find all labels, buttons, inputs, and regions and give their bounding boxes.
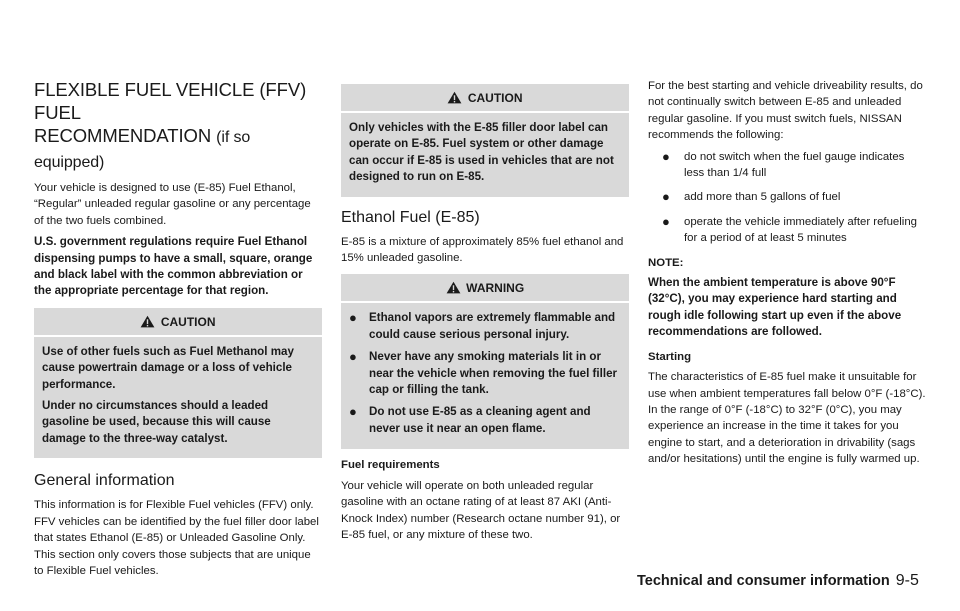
page-footer: [637, 572, 919, 590]
list-item: ● operate the vehicle immediately after refueling for a period of at least 5 minutes: [662, 213, 918, 245]
bullet-icon: ●: [662, 213, 670, 229]
fuel-requirements-heading: Fuel requirements: [341, 459, 440, 472]
footer-section-title: Technical and consumer information: [637, 573, 890, 589]
bullet-icon: ●: [349, 349, 357, 365]
general-info-heading: General information: [34, 472, 175, 490]
divider: [34, 335, 322, 337]
warning-triangle-icon: [446, 281, 466, 295]
warning-heading: WARNING: [349, 274, 621, 301]
list-item: ● add more than 5 gallons of fuel: [662, 189, 841, 205]
us-requirement: U.S. government regulations require Fuel Ethanol dispensing pumps to have a small, square, orange and black label with the common abbreviation or the appropriate percentage for that region.: [34, 235, 313, 298]
ffv-intro: Your vehicle is designed to use (E-85) Fuel Ethanol, “Regular” unleaded regular gasoline or any percentage of the two fuels combined.: [34, 182, 311, 227]
warning-box: [341, 274, 629, 449]
ethanol-text: E-85 is a mixture of approximately 85% fuel ethanol and 15% unleaded gasoline.: [341, 235, 624, 265]
warning-triangle-icon: [140, 315, 160, 329]
warning-list: [349, 310, 621, 437]
column-1: [34, 78, 322, 584]
fuel-requirements-text: Your vehicle will operate on both unleaded regular gasoline with an octane rating of at least 87 AKI (Anti-Knock Index) number (Research octane number 91), or E-85 fuel, or any mixture of these two.: [341, 479, 621, 541]
bullet-icon: ●: [662, 148, 670, 164]
divider: [341, 301, 629, 303]
caution-heading: CAUTION: [42, 308, 314, 335]
caution-text: Use of other fuels such as Fuel Methanol may cause powertrain damage or a loss of vehicle performance.: [42, 344, 294, 391]
list-item: ● Never have any smoking materials lit in or near the vehicle when removing the fuel filler cap or filling the tank.: [349, 349, 618, 397]
title-line-1: FLEXIBLE FUEL VEHICLE (FFV) FUEL: [34, 79, 307, 123]
bullet-icon: ●: [662, 189, 670, 205]
column-2: [341, 84, 629, 548]
ethanol-heading: Ethanol Fuel (E-85): [341, 208, 480, 226]
starting-text: The characteristics of E-85 fuel make it unsuitable for use when ambient temperatures fall below 0°F (-18°C). In the range of 0°F (-18°C) to 32°F (0°C), you may experience an increase in the time it takes for you engine to start, and a deterioration in drivability (sags and/or hesitations) until the engine is fully warmed up.: [648, 371, 926, 466]
caution-text: Only vehicles with the E-85 filler door label can operate on E-85. Fuel system or other damage can occur if E-85 is used in vehicles that are not designed to run on E-85.: [349, 121, 614, 184]
recommendation-list: [648, 149, 926, 247]
list-item: ● Do not use E-85 as a cleaning agent and never use it near an open flame.: [349, 404, 591, 435]
warning-triangle-icon: [447, 91, 467, 105]
caution-heading: CAUTION: [349, 84, 621, 111]
page-number: 9-5: [895, 572, 919, 589]
startability-text: For the best starting and vehicle driveability results, do not continually switch between E-85 and unleaded regular gasoline. If you must switch fuels, NISSAN recommends the following:: [648, 80, 923, 142]
bullet-icon: ●: [349, 310, 357, 326]
column-3: [648, 78, 926, 473]
list-item: ● Ethanol vapors are extremely flammable and could cause serious personal injury.: [349, 310, 616, 341]
bullet-icon: ●: [349, 404, 357, 420]
divider: [341, 111, 629, 113]
caution-box-1: [34, 308, 322, 458]
note-text: When the ambient temperature is above 90°F (32°C), you may experience hard starting and rough idle following start up even if the above recommendations are followed.: [648, 276, 902, 339]
starting-heading: Starting: [648, 350, 692, 363]
caution-box-2: [341, 84, 629, 197]
title-suffix: (if so equipped): [34, 129, 251, 171]
page-title: [34, 78, 322, 174]
title-line-2: RECOMMENDATION: [34, 125, 212, 146]
note-label: NOTE:: [648, 256, 684, 269]
list-item: ● do not switch when the fuel gauge indicates less than 1/4 full: [662, 148, 905, 180]
caution-text: Under no circumstances should a leaded gasoline be used, because this will cause damage to the three-way catalyst.: [42, 399, 271, 445]
general-info-text: This information is for Flexible Fuel vehicles (FFV) only. FFV vehicles can be identified by the fuel filler door label that states Ethanol (E-85) or Unleaded Gasoline Only. This section only covers those subjects that are unique to Flexible Fuel vehicles.: [34, 499, 319, 577]
